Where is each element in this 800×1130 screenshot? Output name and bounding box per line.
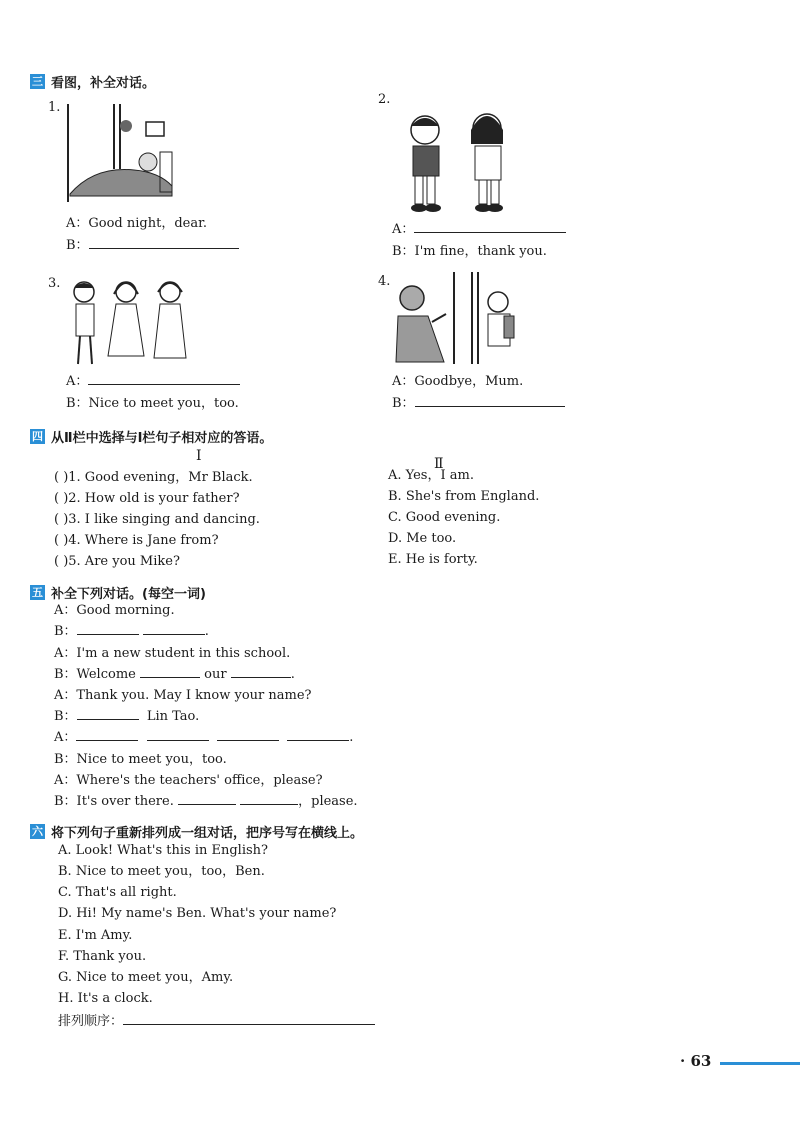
dialog-line [54, 728, 353, 748]
dialog-text: B：It's over there. [54, 794, 174, 809]
match-answer: A. Yes，I am. [388, 468, 474, 483]
bedtime-illustration [64, 104, 184, 202]
section-4-header [30, 427, 272, 446]
match-question[interactable]: ( )5. Are you Mike? [54, 554, 180, 569]
dialog-text: ，please. [298, 794, 358, 809]
item-number: 4. [378, 274, 391, 289]
column-1-heading: Ⅰ [196, 448, 202, 464]
dialog-line-a [66, 372, 240, 392]
item-number: 2. [378, 92, 391, 107]
answer-blank[interactable] [88, 373, 240, 385]
word-blank[interactable] [287, 729, 349, 741]
word-blank[interactable] [77, 623, 139, 635]
goodbye-illustration [392, 272, 522, 368]
section-3-header [30, 72, 155, 91]
dialog-line-b: B：Nice to meet you，too. [66, 396, 239, 411]
speaker-label: B： [54, 624, 77, 639]
sentence-item: G. Nice to meet you，Amy. [58, 970, 234, 985]
speaker-label: A： [392, 222, 415, 237]
section-badge: 五 [32, 586, 43, 599]
introduction-illustration [66, 278, 196, 368]
dialog-line: B：Nice to meet you，too. [54, 752, 227, 767]
answer-blank[interactable] [89, 237, 239, 249]
word-blank[interactable] [143, 623, 205, 635]
page-number-bar [720, 1062, 800, 1065]
dialog-word: Lin Tao. [146, 709, 200, 724]
speaker-label: B： [392, 396, 415, 411]
speaker-label: B：Welcome [54, 667, 136, 682]
word-blank[interactable] [178, 793, 236, 805]
dialog-line-b [66, 236, 239, 256]
match-answer: D. Me too. [388, 531, 457, 546]
sentence-item: D. Hi! My name's Ben. What's your name? [58, 906, 337, 921]
sentence-item: C. That's all right. [58, 885, 177, 900]
section-title: 看图，补全对话。 [51, 76, 156, 91]
order-answer-line [58, 1012, 375, 1032]
section-title: 补全下列对话。(每空一词) [51, 587, 206, 602]
page-number: · 63 [680, 1052, 712, 1070]
period: . [349, 730, 354, 745]
answer-blank[interactable] [415, 395, 565, 407]
match-answer: C. Good evening. [388, 510, 501, 525]
dialog-line [54, 622, 209, 642]
speaker-label: B： [66, 238, 89, 253]
speaker-label: A： [66, 374, 89, 389]
section-5-header [30, 583, 206, 602]
column-2-heading: Ⅱ [434, 456, 444, 472]
word-blank[interactable] [147, 729, 209, 741]
match-question[interactable]: ( )1. Good evening，Mr Black. [54, 470, 253, 485]
speaker-label: A： [54, 730, 77, 745]
word-blank[interactable] [231, 666, 291, 678]
dialog-line-a [392, 220, 566, 240]
order-blank[interactable] [123, 1013, 375, 1025]
match-question[interactable]: ( )2. How old is your father? [54, 491, 240, 506]
section-title: 将下列句子重新排列成一组对话，把序号写在横线上。 [51, 826, 364, 841]
word-blank[interactable] [76, 729, 138, 741]
match-answer: B. She's from England. [388, 489, 540, 504]
dialog-line [54, 792, 358, 812]
section-title: 从Ⅱ栏中选择与Ⅰ栏句子相对应的答语。 [51, 431, 273, 446]
word-blank[interactable] [77, 708, 139, 720]
dialog-line: A：I'm a new student in this school. [54, 646, 291, 661]
sentence-item: H. It's a clock. [58, 991, 153, 1006]
period: . [290, 667, 295, 682]
speaker-label: B： [54, 709, 77, 724]
answer-blank[interactable] [414, 221, 566, 233]
order-label: 排列顺序： [58, 1014, 124, 1029]
section-badge: 三 [32, 75, 43, 88]
sentence-item: F. Thank you. [58, 949, 147, 964]
sentence-item: A. Look! What's this in English? [58, 843, 268, 858]
dialog-line: A：Thank you. May I know your name? [54, 688, 312, 703]
item-number: 3. [48, 276, 61, 291]
word-blank[interactable] [240, 793, 298, 805]
section-6-header [30, 822, 363, 841]
dialog-line: A：Good morning. [54, 603, 175, 618]
dialog-line [54, 665, 295, 685]
dialog-line-a: A：Good night，dear. [66, 216, 208, 231]
match-answer: E. He is forty. [388, 552, 478, 567]
match-question[interactable]: ( )3. I like singing and dancing. [54, 512, 260, 527]
dialog-line-b: B：I'm fine，thank you. [392, 244, 547, 259]
sentence-item: B. Nice to meet you，too，Ben. [58, 864, 265, 879]
dialog-line [54, 707, 199, 727]
period: . [204, 624, 209, 639]
section-badge: 六 [32, 825, 43, 838]
greeting-kids-illustration [395, 108, 525, 214]
dialog-line-a: A：Goodbye，Mum. [392, 374, 524, 389]
match-question[interactable]: ( )4. Where is Jane from? [54, 533, 219, 548]
sentence-item: E. I'm Amy. [58, 928, 133, 943]
word-blank[interactable] [217, 729, 279, 741]
dialog-word: our [204, 667, 227, 682]
dialog-line: A：Where's the teachers' office，please? [54, 773, 323, 788]
dialog-line-b [392, 394, 565, 414]
item-number: 1. [48, 100, 61, 115]
word-blank[interactable] [140, 666, 200, 678]
section-badge: 四 [32, 430, 43, 443]
